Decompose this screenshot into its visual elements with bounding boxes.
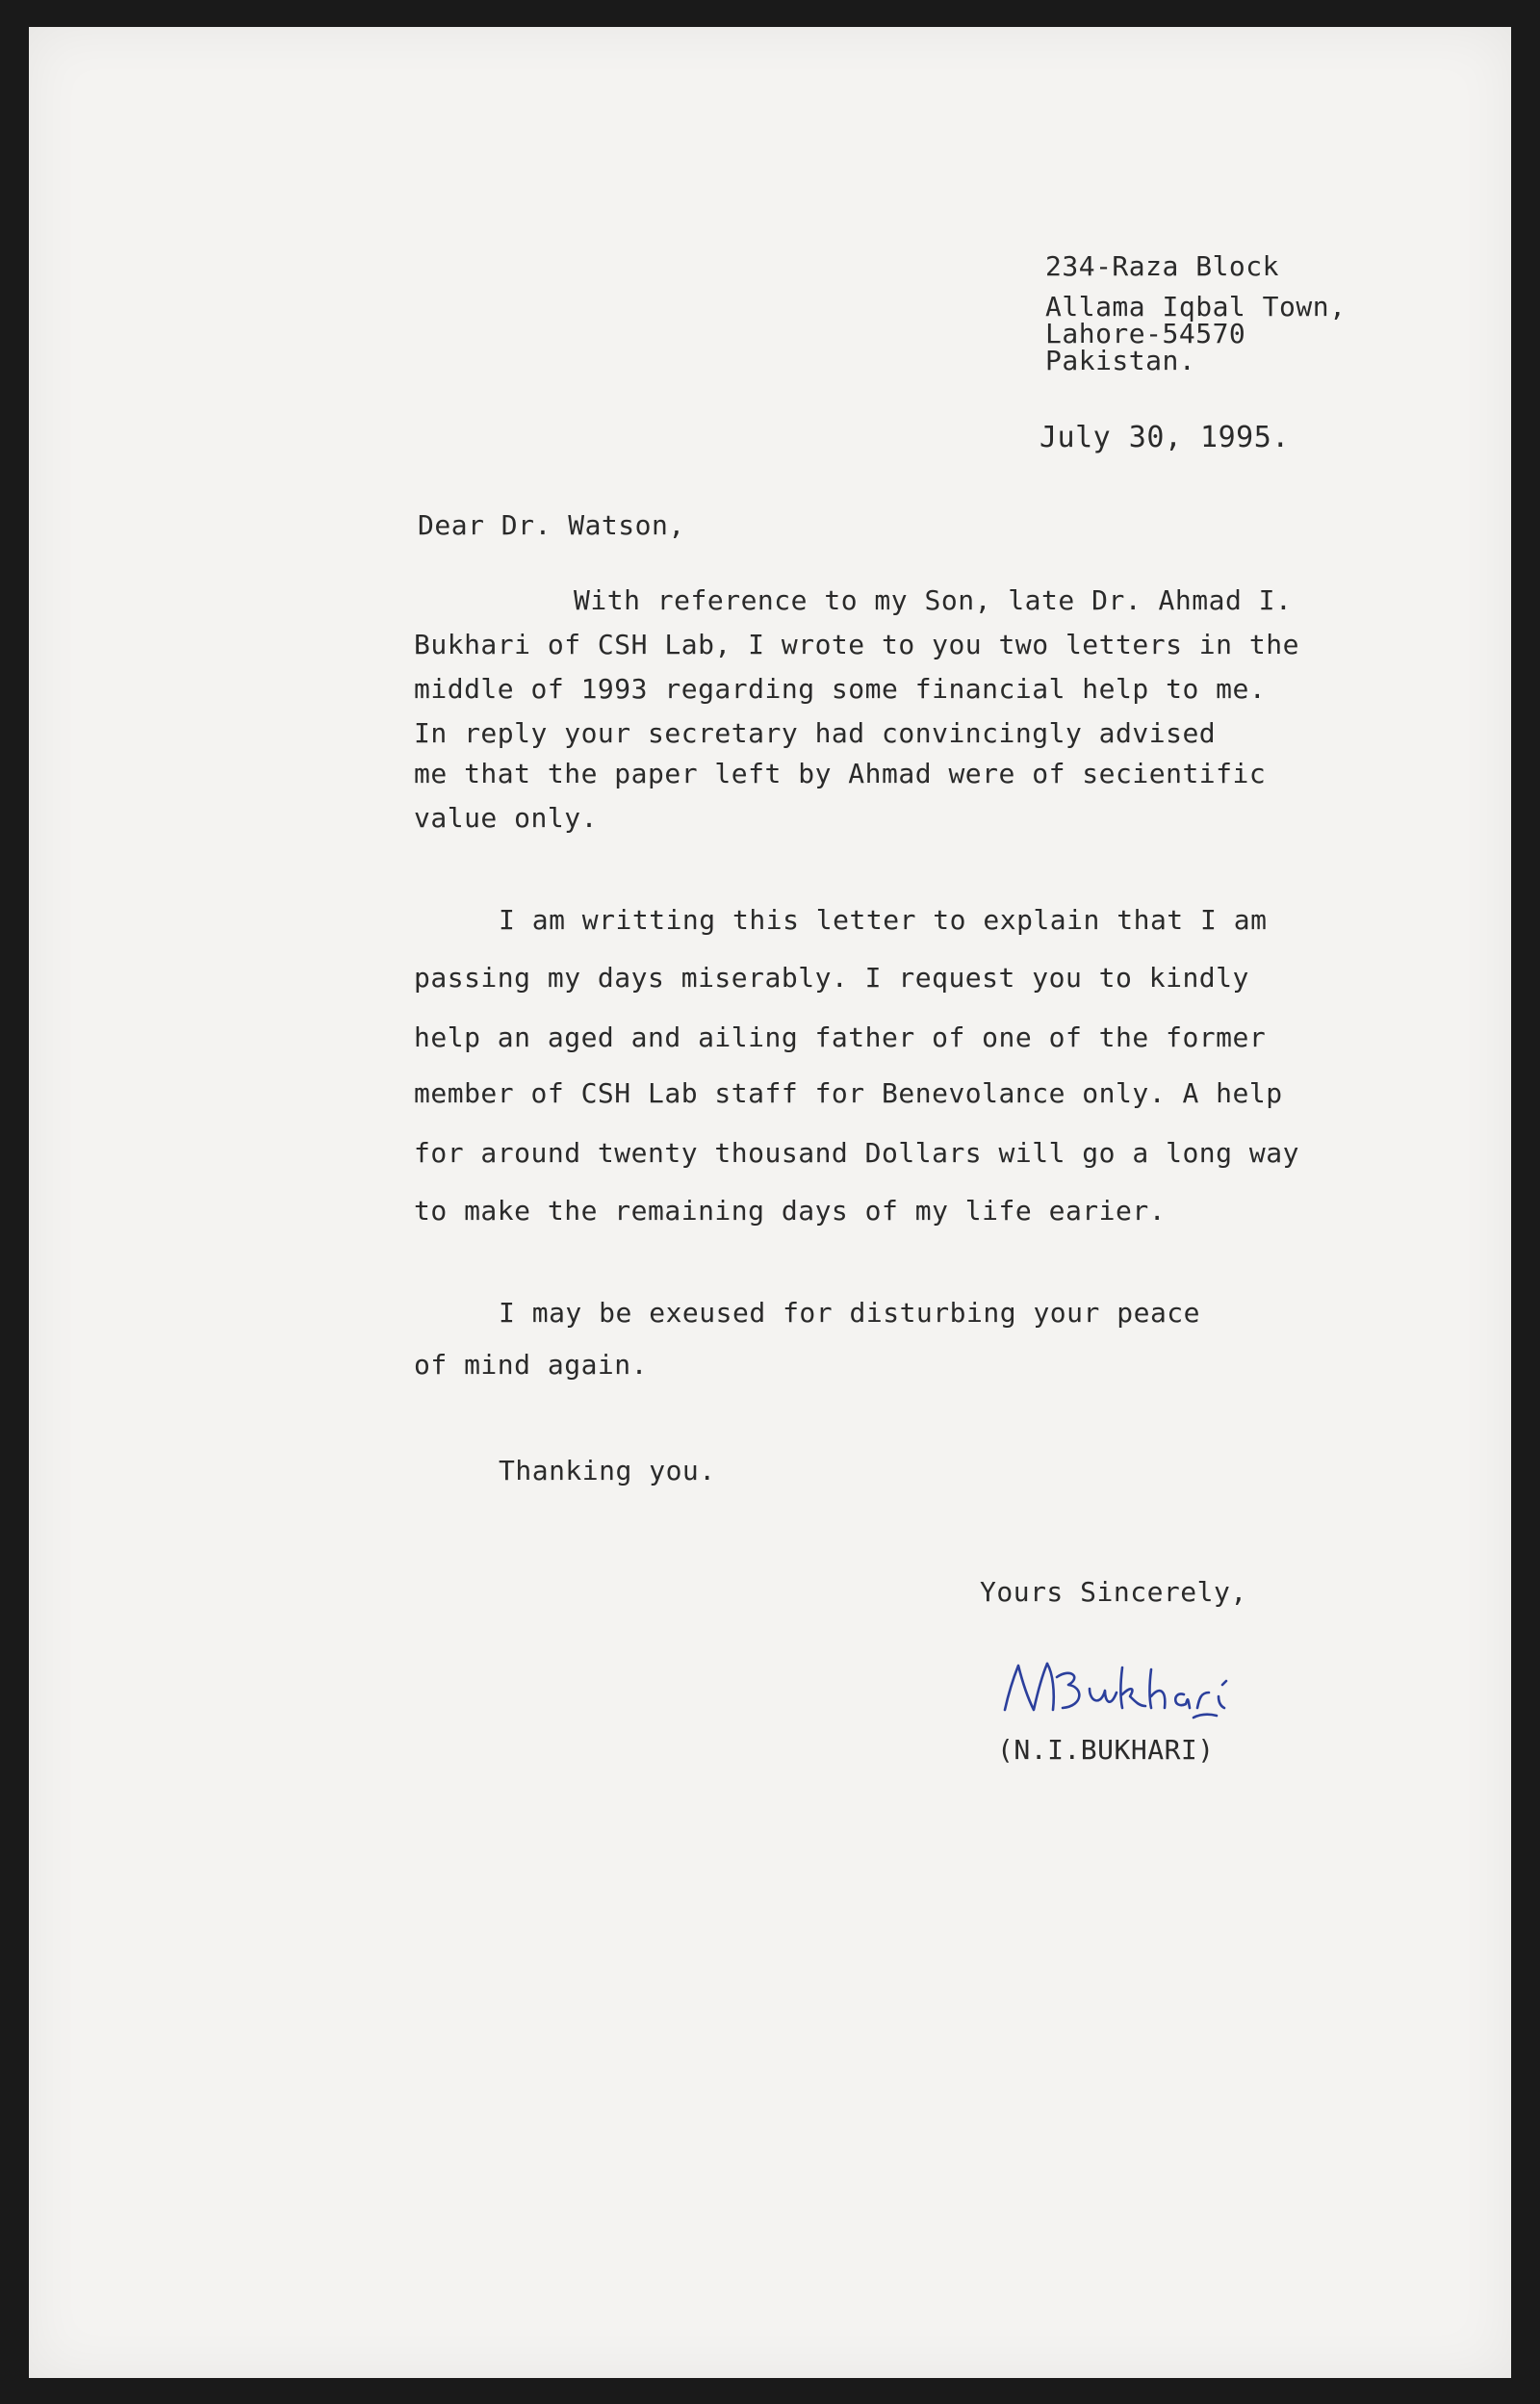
address-line-4: Pakistan. [1045,345,1196,376]
paragraph-2-line: passing my days miserably. I request you to kindly [414,962,1249,994]
closing: Yours Sincerely, [980,1576,1247,1608]
paragraph-3-line: of mind again. [414,1349,649,1381]
paragraph-1-line: Bukhari of CSH Lab, I wrote to you two letters in the [414,629,1299,660]
address-line-2: Allama Iqbal Town, [1045,291,1347,323]
letter-date: July 30, 1995. [1040,421,1290,454]
salutation: Dear Dr. Watson, [418,509,685,541]
thanks-line: Thanking you. [499,1455,716,1486]
paragraph-1-line: value only. [414,802,598,834]
letter-page [29,27,1511,2378]
paragraph-2-line: to make the remaining days of my life earier. [414,1195,1167,1227]
paragraph-3-line: I may be exeused for disturbing your peace [499,1297,1201,1329]
address-line-3: Lahore-54570 [1045,318,1246,349]
paragraph-1-line: middle of 1993 regarding some financial help to me. [414,673,1267,705]
signer-name: (N.I.BUKHARI) [997,1734,1215,1766]
paragraph-1-line: In reply your secretary had convincingly advised [414,717,1217,749]
address-line-1: 234-Raza Block [1045,250,1280,282]
paragraph-1-line: me that the paper left by Ahmad were of secientific [414,758,1267,789]
paragraph-2-line: help an aged and ailing father of one of the former [414,1021,1267,1053]
paragraph-2-line: member of CSH Lab staff for Benevolance only. A help [414,1077,1283,1109]
paragraph-1-line: With reference to my Son, late Dr. Ahmad I. [574,584,1293,616]
paragraph-2-line: I am writting this letter to explain that I am [499,904,1268,936]
paragraph-2-line: for around twenty thousand Dollars will go a long way [414,1137,1299,1169]
handwritten-signature [995,1654,1284,1723]
